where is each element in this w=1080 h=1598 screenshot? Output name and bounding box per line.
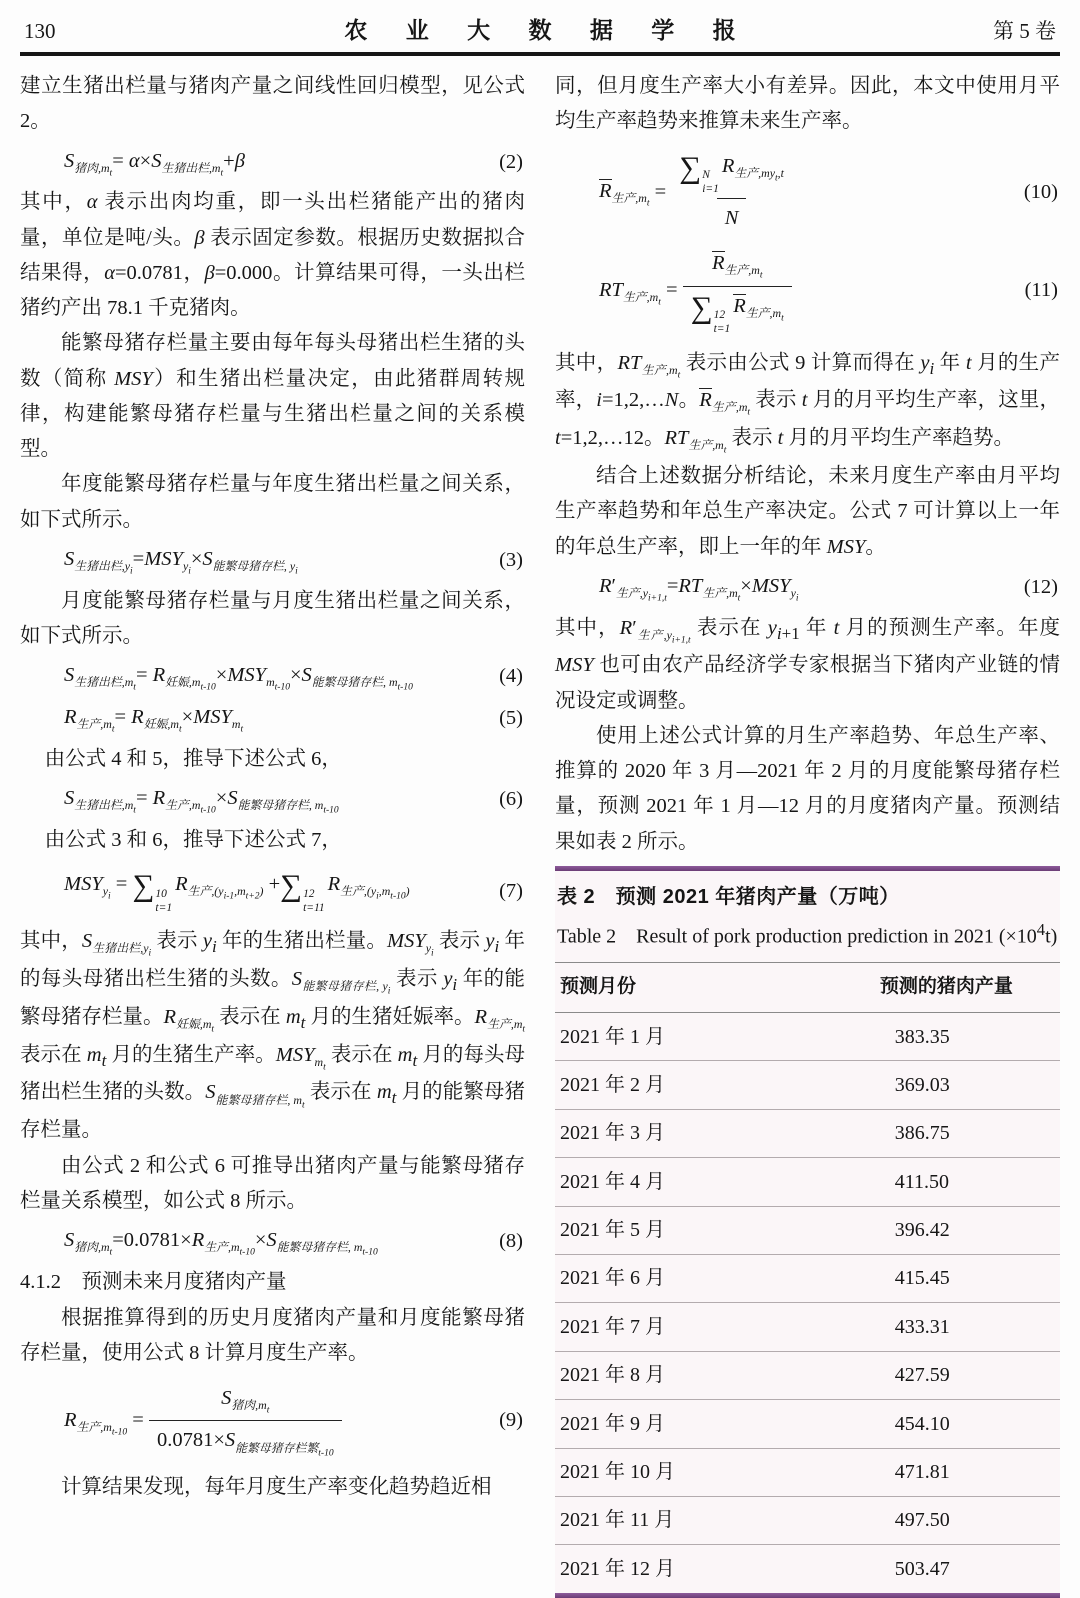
equation-5 [20,700,525,738]
table-top-bar [555,866,1060,871]
paragraph-alpha-beta: 其中，α 表示出肉均重，即一头出栏猪能产出的猪肉量，单位是吨/头。β 表示固定参数。根据历史数据拟合结果得，α=0.0781，β=0.000。计算结果可得，一头出栏猪约产出 78.1 千克猪肉。 [20,191,526,320]
cell-value: 427.59 [894,1364,950,1387]
cell-value: 503.47 [894,1557,950,1580]
paragraph-msy-intro: 能繁母猪存栏量主要由每年每头母猪出栏生猪的头数（简称 MSY）和生猪出栏量决定，由此猪群周转规律，构建能繁母猪存栏量与生猪出栏量之间的关系模型。 [20,332,526,461]
page-header [0,0,1080,49]
paragraph-symbol-definitions: 其中，$S_{生猪出栏,y_i}$ 表示 $y_i$ 年的生猪出栏量。$MSY_{y_i}$ 表示 $y_i$ 年的每头母猪出栏生猪的头数。$S_{能繁母猪存栏, y_i}$ 表示 $y_i$ 年的能繁母猪存栏量。$R_{妊娠,m_t}$ 表示在 $m_t$ 月的生猪妊娠率。$R_{生产,m_t}$ 表示在 $m_t$ 月的生猪生产率。$MSY_{m_t}$ 表示在 $m_t$ 月的每头母猪出栏生猪的头数。$S_{能繁母猪存栏, m_t}$ 表示在 $m_t$ 月的能繁母猪存栏量。 [20,930,526,1142]
equation-4-number: (4) [499,665,523,688]
paragraph-derive-8: 由公式 2 和公式 6 可推导出猪肉产量与能繁母猪存栏量关系模型，如公式 8 所示。 [20,1154,525,1212]
equation-10 [555,149,1060,237]
column-header-value: 预测的猪肉产量 [879,976,1013,998]
cell-value: 497.50 [894,1509,950,1532]
section-heading-4-1-2: 4.1.2 预测未来月度猪肉产量 [20,1270,287,1293]
table-row [555,1158,1060,1206]
cell-month: 2021 年 10 月 [560,1461,675,1484]
equation-5-number: (5) [499,707,523,730]
volume-label: 第 5 卷 [993,19,1056,43]
equation-7-formula: $MSY_{y_i}$ = ∑ 10 t=1 $R_{生产,(y_{i-1},m_{t+2})}$ +∑ 12 t=11 $R_{生产,(y_i,m_{t-10})}$ [64,868,410,914]
equation-5-formula: $R_{生产,m_t}= R_{妊娠,m_t}\times MSY_{m_t}$ [64,705,244,735]
table-row [555,1255,1060,1303]
cell-month: 2021 年 1 月 [560,1025,665,1048]
equation-9-number: (9) [499,1409,523,1432]
paragraph-monthly-relation: 月度能繁母猪存栏量与月度生猪出栏量之间关系，如下式所示。 [20,589,525,647]
cell-value: 471.81 [894,1461,950,1484]
table-row [555,1303,1060,1351]
paragraph-yearly-relation: 年度能繁母猪存栏量与年度生猪出栏量之间关系，如下式所示。 [20,473,525,531]
cell-month: 2021 年 12 月 [560,1557,675,1580]
cell-month: 2021 年 3 月 [560,1122,665,1145]
cell-month: 2021 年 5 月 [560,1219,665,1242]
table-2 [555,866,1060,1598]
paragraph-derive-7: 由公式 3 和 6，推导下述公式 7， [44,828,342,851]
table-row [555,1110,1060,1158]
two-column-body [0,56,1080,1598]
paragraph-trend-continued: 同，但月度生产率大小有差异。因此，本文中使用月平均生产率趋势来推算未来生产率。 [555,75,1060,133]
equation-2-formula: $S_{猪肉,m_t}= \alpha\times S_{生猪出栏,m_t}+\beta$ [64,149,245,178]
table-row [555,1013,1060,1061]
equation-4 [20,658,525,696]
cell-month: 2021 年 9 月 [560,1412,665,1435]
page-number: 130 [24,19,56,43]
cell-value: 383.35 [894,1025,950,1048]
column-header-month: 预测月份 [560,976,637,998]
equation-12-formula: $R'_{生产,y_{i+1,t}}=RT_{生产,m_t}\times MSY_{y_i}$ [599,574,799,604]
paragraph-monthly-rate: 根据推算得到的历史月度猪肉产量和月度能繁母猪存栏量，使用公式 8 计算月度生产率。 [20,1307,525,1365]
table-row [555,1545,1060,1592]
table-row [555,1207,1060,1255]
table-caption-en: Table 2 Result of pork production prediction in 2021 $(\times 10^4t)$ [557,920,1058,948]
equation-12-number: (12) [1023,576,1058,599]
journal-title: 农 业 大 数 据 学 报 [344,17,752,43]
equation-7 [20,867,525,915]
equation-10-number: (10) [1023,180,1058,203]
equation-3 [20,542,525,580]
equation-2-number: (2) [499,150,523,173]
paragraph-predicted-rate: 其中，$R'_{生产,y_{i+1,t}}$ 表示在 $y_{i+1}$ 年 t 月的预测生产率。年度 MSY 也可由农产品经济学专家根据当下猪肉产业链的情况设定或调整。 [555,616,1061,712]
cell-month: 2021 年 8 月 [560,1364,665,1387]
equation-6-number: (6) [499,788,523,811]
table-bottom-bar [555,1593,1060,1598]
paragraph-result-trend: 计算结果发现，每年月度生产率变化趋势趋近相 [61,1476,492,1499]
equation-3-number: (3) [499,549,523,572]
table-row [555,1449,1060,1497]
equation-12 [555,569,1060,607]
table-row [555,1497,1060,1545]
cell-value: 433.31 [894,1315,950,1338]
equation-8-formula: $S_{猪肉,m_t}=0.0781\times R_{生产,m_{t-10}}\times S_{能繁母猪存栏, m_{t-10}}$ [64,1229,378,1258]
equation-4-formula: $S_{生猪出栏,m_t}= R_{妊娠,m_{t-10}}\times MSY_{m_{t-10}}\times S_{能繁母猪存栏, m_{t-10}}$ [64,664,413,693]
paragraph-derive-6: 由公式 4 和 5，推导下述公式 6， [44,747,342,770]
equation-6-formula: $S_{生猪出栏,m_t}= R_{生产,m_{t-10}}\times S_{能繁母猪存栏, m_{t-10}}$ [64,787,339,816]
paragraph-intro: 建立生猪出栏量与猪肉产量之间线性回归模型，见公式 2。 [20,75,525,133]
equation-6 [20,781,525,819]
equation-11-formula: $RT_{生产,m_t}$ = $R_{生产,m_t}$ ∑ 12 t=1 $R_{生产,m_t}$ [555,246,1025,337]
cell-month: 2021 年 4 月 [560,1170,665,1193]
cell-month: 2021 年 2 月 [560,1073,665,1096]
cell-value: 386.75 [894,1122,950,1145]
table-rows [555,1013,1060,1593]
equation-11-number: (11) [1024,279,1058,302]
cell-value: 411.50 [894,1170,950,1193]
table-header-row [555,962,1060,1013]
equation-9-formula: $R_{生产,m_{t-10}}$ = $S_{猪肉,m_t}$ $0.0781\times S_{能繁母猪存栏繁_{t-10}}$ [20,1381,499,1462]
equation-8 [20,1223,525,1261]
paragraph-rt-definitions: 其中，$RT_{生产,m_t}$ 表示由公式 9 计算而得在 $y_i$ 年 t 月的生产率，i=1,2,…N。$R_{生产,m_t}$ 表示 t 月的月平均生产率，这里，t=1,2,…12。$RT_{生产,m_t}$ 表示 t 月的月平均生产率趋势。 [555,351,1061,456]
table-row [555,1061,1060,1109]
right-column [555,69,1060,1598]
table-row [555,1400,1060,1448]
table-row [555,1352,1060,1400]
equation-11 [555,246,1060,337]
cell-value: 415.45 [894,1267,950,1290]
cell-value: 454.10 [894,1412,950,1435]
table-caption-cn: 表 2 预测 2021 年猪肉产量（万吨） [557,885,900,908]
equation-3-formula: $S_{生猪出栏,y_i}=MSY_{y_i}\times S_{能繁母猪存栏, y_i}$ [64,547,298,577]
cell-value: 369.03 [894,1073,950,1096]
equation-9 [20,1381,525,1462]
cell-month: 2021 年 7 月 [560,1315,665,1338]
equation-2 [20,144,525,182]
equation-10-formula: $R_{生产,m_t}$ = ∑ N i=1 $R_{生产,my_t,t}$ N [555,149,1024,237]
paragraph-prediction-summary: 使用上述公式计算的月生产率趋势、年总生产率、推算的 2020 年 3 月—2021 年 2 月的月度能繁母猪存栏量，预测 2021 年 1 月—12 月的月度猪肉产量。预测结果如表 2 所示。 [555,724,1060,853]
cell-month: 2021 年 11 月 [560,1509,675,1532]
cell-month: 2021 年 6 月 [560,1267,665,1290]
equation-7-number: (7) [499,879,523,902]
cell-value: 396.42 [894,1219,950,1242]
left-column [20,69,525,1598]
equation-8-number: (8) [499,1230,523,1253]
paragraph-future-rate: 结合上述数据分析结论，未来月度生产率由月平均生产率趋势和年总生产率决定。公式 7 可计算以上一年的年总生产率，即上一年的年 MSY。 [555,465,1060,558]
